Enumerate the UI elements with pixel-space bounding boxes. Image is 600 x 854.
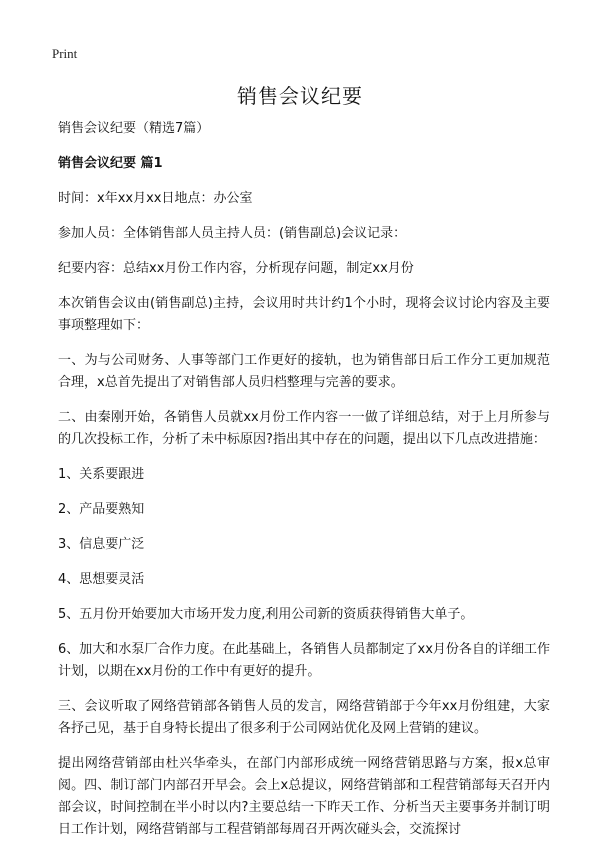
document-title: 销售会议纪要	[237, 84, 363, 108]
document-body	[58, 118, 550, 854]
paragraph-network-marketing: 提出网络营销部由杜兴华牵头，在部门内部形成统一网络营销思路与方案，报x总审阅。四、制订部门内部召开早会。会上x总提议，网络营销部和工程营销部每天召开内部会议，时间控制在半小时以内?主要总结一下昨天工作、分析当天主要事务并制订明日工作计划，网络营销部与工程营销部每周召开两次碰头会，交流探讨	[58, 756, 550, 837]
list-item: 2、产品要熟知	[58, 502, 145, 517]
paragraph-time-location: 时间：x年xx月xx日地点：办公室	[58, 191, 253, 206]
paragraph-item-1: 一、为与公司财务、人事等部门工作更好的接轨，也为销售部日后工作分工更加规范合理，x总首先提出了对销售部人员归档整理与完善的要求。	[58, 353, 550, 390]
document-subtitle: 销售会议纪要（精选7篇）	[58, 121, 210, 136]
list-item: 5、五月份开始要加大市场开发力度,利用公司新的资质获得销售大单子。	[58, 607, 474, 622]
paragraph-summary: 纪要内容：总结xx月份工作内容，分析现存问题，制定xx月份	[58, 261, 414, 276]
paragraph-item-3: 三、会议听取了网络营销部各销售人员的发言，网络营销部于今年xx月份组建，大家各抒己见，基于自身特长提出了很多利于公司网站优化及网上营销的建议。	[58, 699, 550, 736]
paragraph-item-2: 二、由秦刚开始，各销售人员就xx月份工作内容一一做了详细总结，对于上月所参与的几次投标工作，分析了未中标原因?指出其中存在的问题，提出以下几点改进措施：	[58, 410, 550, 447]
list-item: 1、关系要跟进	[58, 467, 145, 482]
paragraph-attendees: 参加人员：全体销售部人员主持人员：(销售副总)会议记录：	[58, 226, 407, 241]
print-link[interactable]: Print	[52, 46, 78, 61]
paragraph-intro: 本次销售会议由(销售副总)主持，会议用时共计约1个小时，现将会议讨论内容及主要事项整理如下：	[58, 296, 550, 333]
list-item: 6、加大和水泵厂合作力度。在此基础上，各销售人员都制定了xx月份各自的详细工作计划，以期在xx月份的工作中有更好的提升。	[58, 642, 550, 679]
list-item: 3、信息要广泛	[58, 537, 145, 552]
section-heading: 销售会议纪要 篇1	[58, 156, 163, 171]
list-item: 4、思想要灵活	[58, 572, 145, 587]
